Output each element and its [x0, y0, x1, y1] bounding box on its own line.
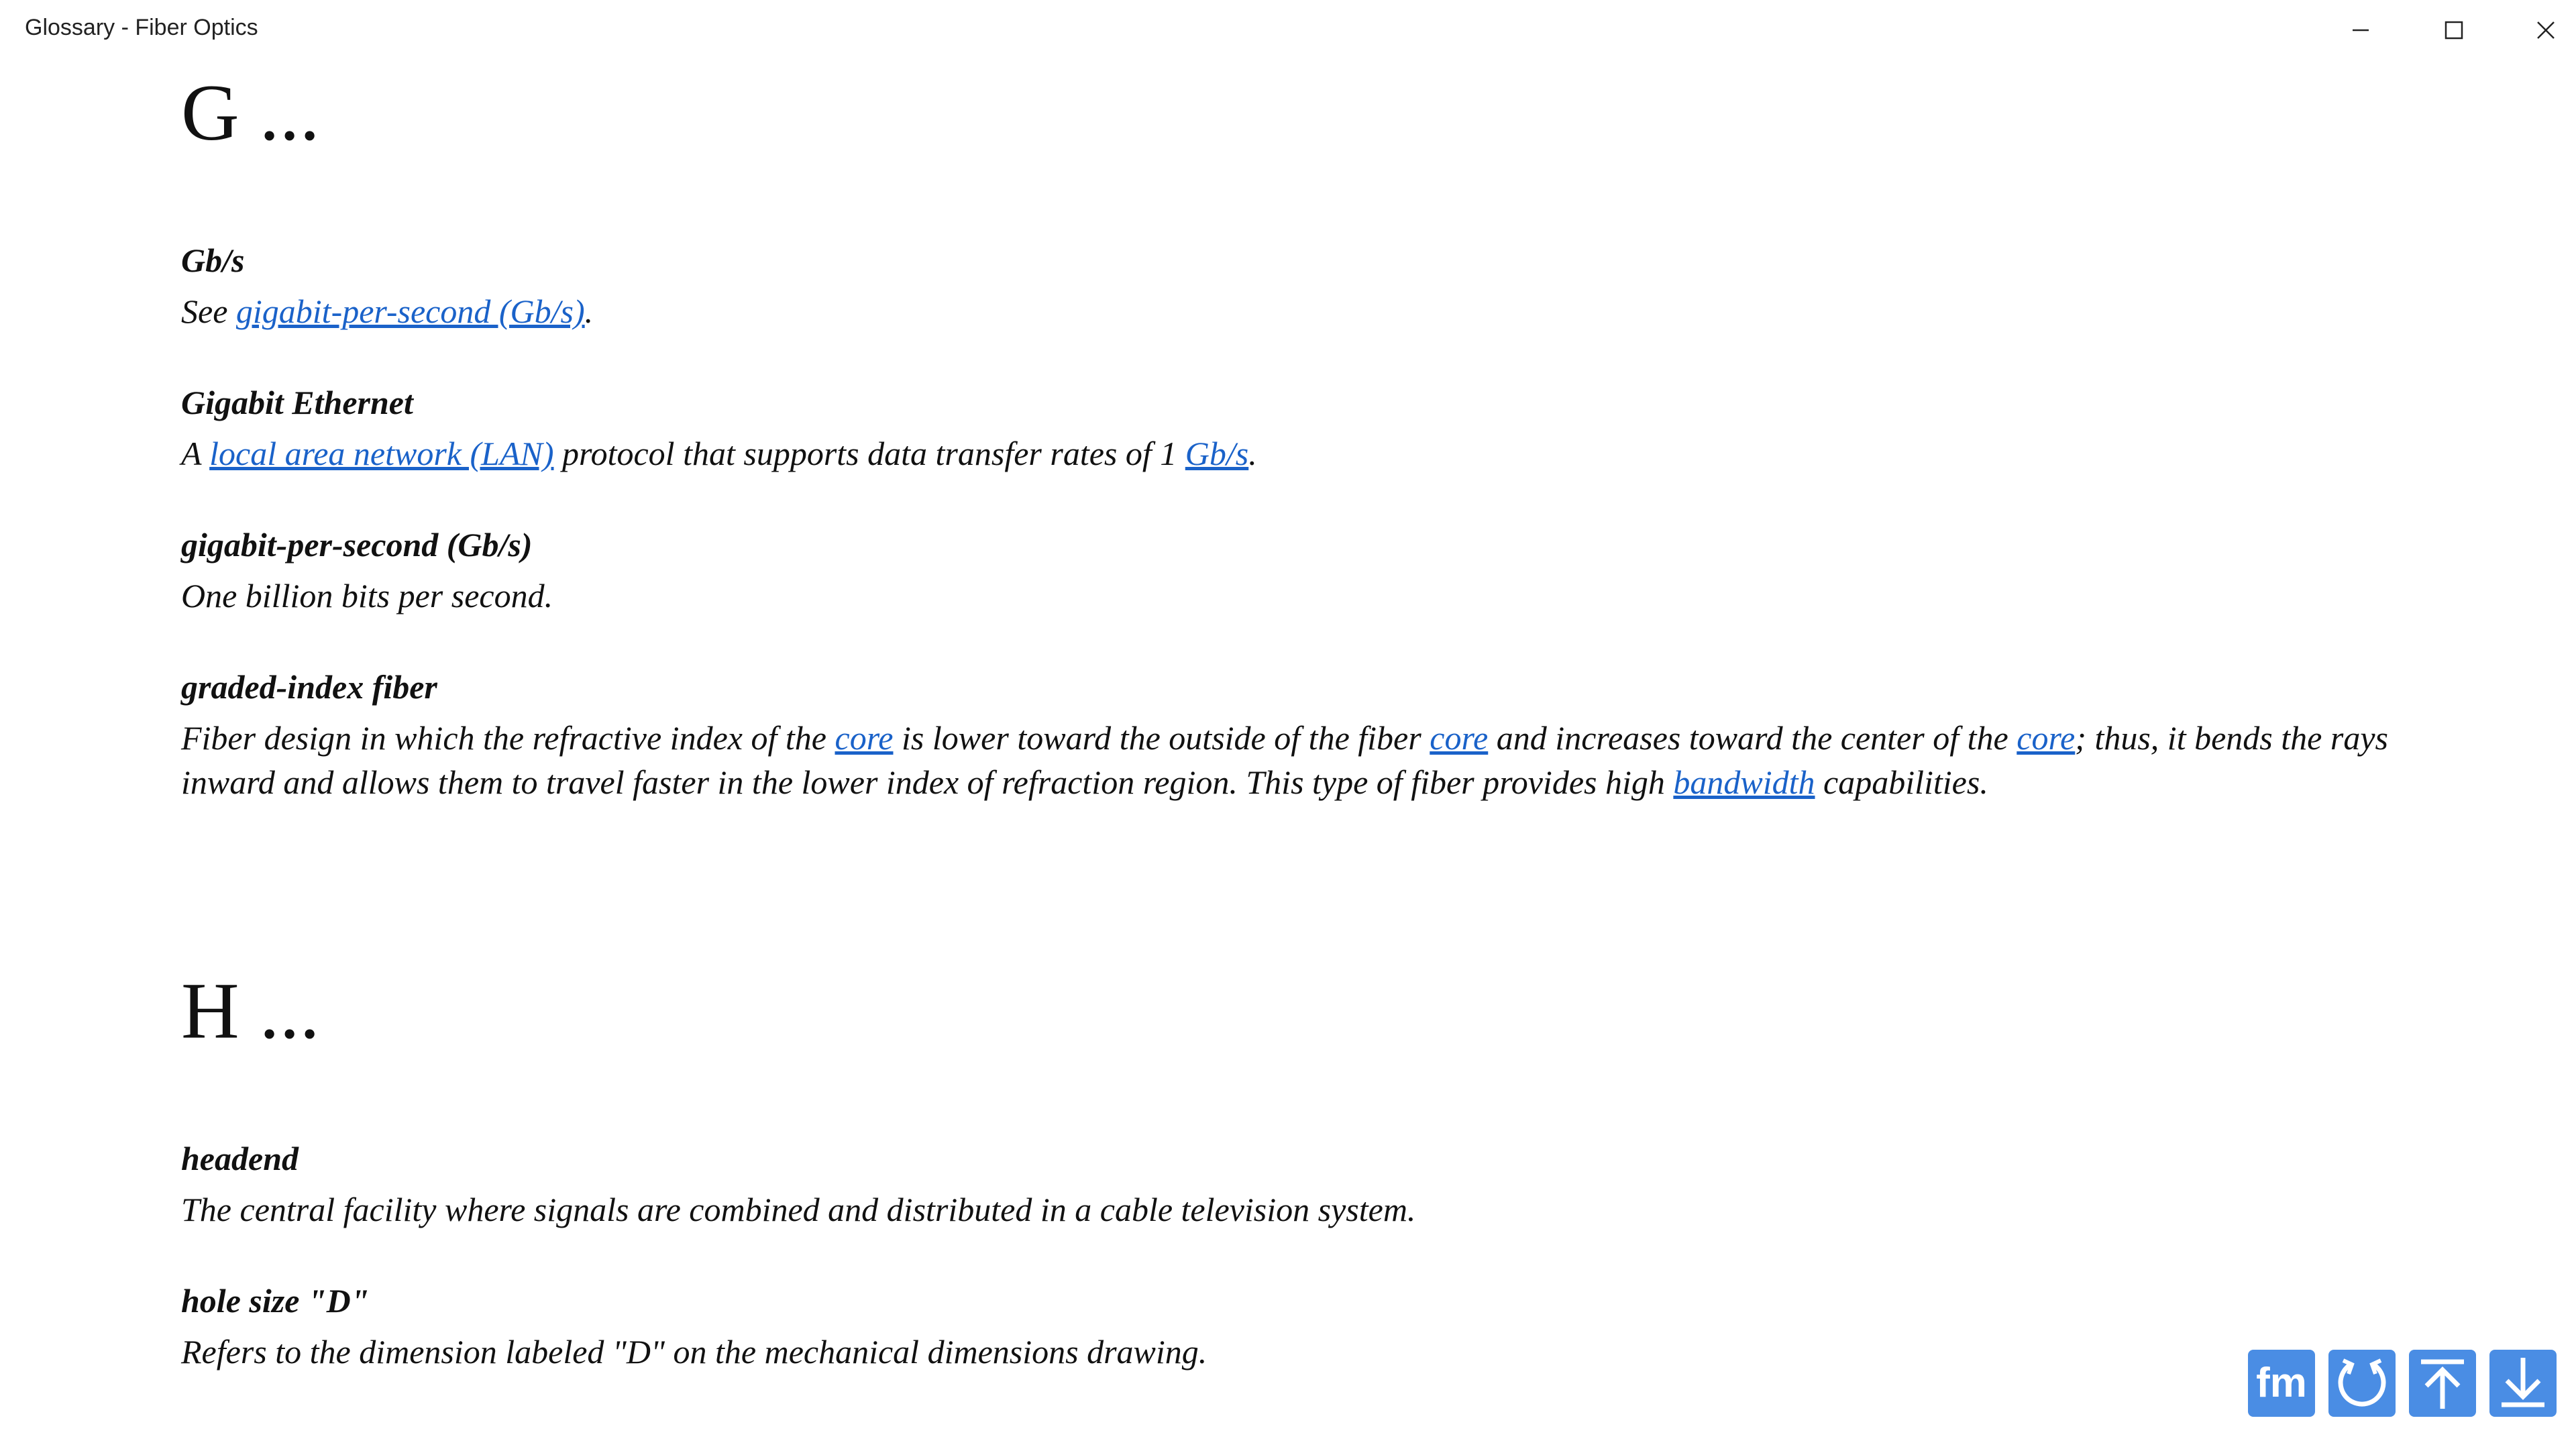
refresh-icon: [2328, 1350, 2396, 1417]
fm-button[interactable]: [2248, 1350, 2315, 1417]
definition-text: See: [181, 292, 236, 330]
glossary-term: hole size "D": [181, 1282, 370, 1320]
refresh-button[interactable]: [2328, 1350, 2396, 1417]
glossary-link[interactable]: gigabit-per-second (Gb/s): [235, 292, 585, 330]
glossary-term: graded-index fiber: [181, 668, 437, 706]
definition-text: and increases toward the center of the: [1488, 719, 2017, 757]
title-bar: [0, 0, 2576, 60]
minimize-icon: [2314, 0, 2407, 60]
window-title: Glossary - Fiber Optics: [25, 15, 258, 40]
scroll-to-top-button[interactable]: [2409, 1350, 2476, 1417]
download-button[interactable]: [2489, 1350, 2557, 1417]
glossary-term: Gb/s: [181, 241, 245, 279]
glossary-definition: [181, 431, 2388, 476]
glossary-link[interactable]: core: [2017, 719, 2076, 757]
fm-label: fm: [2256, 1360, 2307, 1406]
glossary-term: headend: [181, 1140, 299, 1177]
glossary-definition: [181, 574, 2388, 618]
definition-text: ; thus, it bends the rays inward and allows them to travel faster in the lower index of refraction region. This type of fiber provides high: [181, 719, 2389, 801]
glossary-link[interactable]: bandwidth: [1673, 763, 1815, 801]
minimize-button[interactable]: [2314, 0, 2407, 60]
glossary-link[interactable]: core: [835, 719, 894, 757]
definition-text: capabilities.: [1815, 763, 1988, 801]
glossary-definition: [181, 289, 2388, 333]
download-icon: [2489, 1350, 2557, 1417]
definition-text: Fiber design in which the refractive index of the: [181, 719, 835, 757]
definition-text: protocol that supports data transfer rates of 1: [553, 435, 1185, 472]
maximize-button[interactable]: [2407, 0, 2500, 60]
glossary-definition: [181, 1187, 2388, 1232]
glossary-term: Gigabit Ethernet: [181, 384, 413, 421]
definition-text: is lower toward the outside of the fiber: [893, 719, 1430, 757]
glossary-term: gigabit-per-second (Gb/s): [181, 526, 533, 564]
glossary-definition: [181, 1330, 2388, 1374]
section-heading-h: H ...: [181, 966, 320, 1055]
glossary-link[interactable]: Gb/s: [1185, 435, 1249, 472]
close-icon: [2500, 0, 2576, 60]
glossary-link[interactable]: core: [1430, 719, 1489, 757]
glossary-definition: [181, 716, 2388, 804]
section-heading-g: G ...: [181, 68, 320, 157]
definition-text: Refers to the dimension labeled "D" on the mechanical dimensions drawing.: [181, 1333, 1208, 1371]
close-button[interactable]: [2500, 0, 2576, 60]
scroll-to-top-icon: [2409, 1350, 2476, 1417]
definition-text: .: [1248, 435, 1257, 472]
definition-text: One billion bits per second.: [181, 577, 553, 614]
maximize-icon: [2407, 0, 2500, 60]
definition-text: .: [584, 292, 594, 330]
definition-text: The central facility where signals are combined and distributed in a cable television system.: [181, 1191, 1416, 1228]
fm-logo-icon: [2248, 1350, 2315, 1417]
definition-text: A: [181, 435, 210, 472]
glossary-link[interactable]: local area network (LAN): [209, 435, 554, 472]
